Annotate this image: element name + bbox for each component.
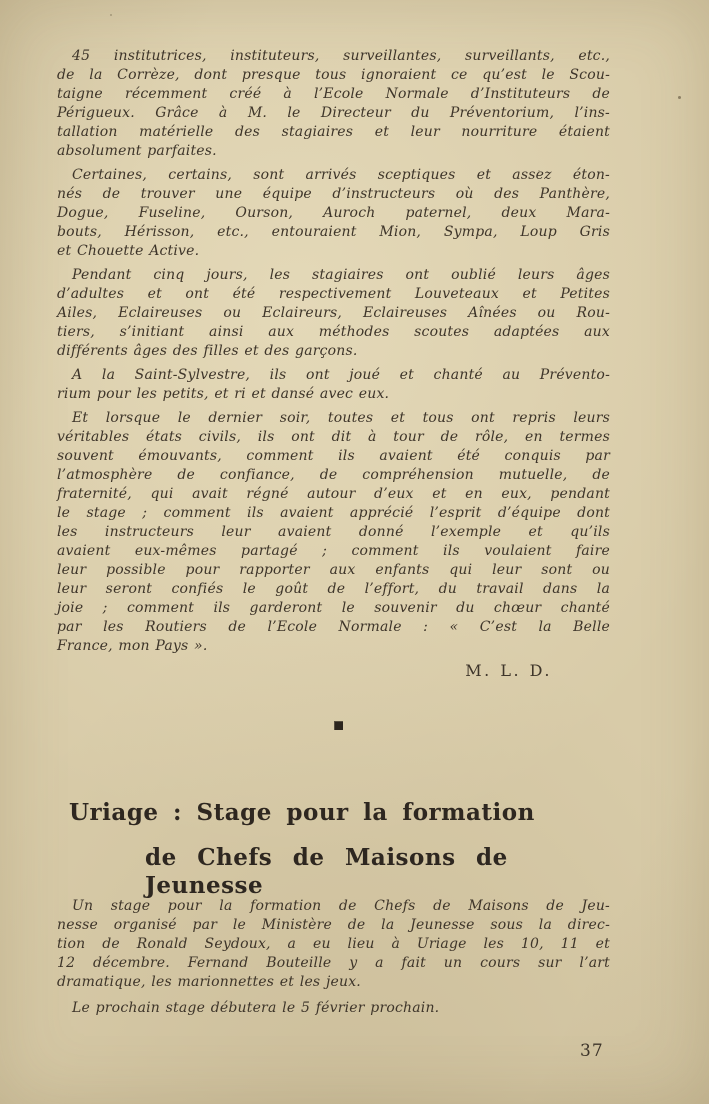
text-line: absolument parfaites. [57, 143, 217, 159]
text-line: d’adultes et ont été respectivement Louveteaux et Petites [57, 286, 610, 302]
text-line: joie ; comment ils garderont le souvenir du chœur chanté [57, 600, 610, 616]
heading-line-1: Uriage : Stage pour la formation [69, 799, 535, 826]
text-line: tion de Ronald Seydoux, a eu lieu à Uriage les 10, 11 et [57, 936, 610, 952]
text-line: bouts, Hérisson, etc., entouraient Mion, Sympa, Loup Gris [57, 224, 610, 240]
text-line: Pendant cinq jours, les stagiaires ont oublié leurs âges [72, 267, 610, 283]
text-line: France, mon Pays ». [57, 638, 208, 654]
section-divider-square-icon [334, 721, 343, 730]
paper-speck [110, 14, 112, 16]
article-body-column [57, 47, 610, 680]
paragraph [57, 266, 610, 361]
text-line: A la Saint-Sylvestre, ils ont joué et chanté au Prévento- [72, 367, 610, 383]
text-line: taigne récemment créé à l’Ecole Normale d’Instituteurs de [57, 86, 610, 102]
paper-speck [678, 96, 681, 99]
text-line: Et lorsque le dernier soir, toutes et tous ont repris leurs [72, 410, 610, 426]
page-number: 37 [580, 1041, 604, 1061]
text-line: tallation matérielle des stagiaires et leur nourriture étaient [57, 124, 610, 140]
text-line: et Chouette Active. [57, 243, 200, 259]
text-line: 45 institutrices, instituteurs, surveillantes, surveillants, etc., [72, 48, 610, 64]
paragraph [57, 897, 610, 992]
article-heading [69, 799, 639, 900]
text-line: le stage ; comment ils avaient apprécié l’esprit d’équipe dont [57, 505, 610, 521]
paragraph [57, 166, 610, 261]
text-line: souvent émouvants, comment ils avaient été conquis par [57, 448, 610, 464]
text-line: fraternité, qui avait régné autour d’eux et en eux, pendant [57, 486, 610, 502]
text-line: de la Corrèze, dont presque tous ignoraient ce qu’est le Scou- [57, 67, 610, 83]
text-line: nesse organisé par le Ministère de la Jeunesse sous la direc- [57, 917, 610, 933]
text-line: l’atmosphère de confiance, de compréhension mutuelle, de [57, 467, 610, 483]
text-line: par les Routiers de l’Ecole Normale : « C’est la Belle [57, 619, 610, 635]
paragraph [57, 409, 610, 656]
paragraph [57, 47, 610, 161]
text-line: rium pour les petits, et ri et dansé avec eux. [57, 386, 390, 402]
heading-line-2: de Chefs de Maisons de Jeunesse [145, 844, 508, 899]
text-line: avaient eux-mêmes partagé ; comment ils voulaient faire [57, 543, 610, 559]
text-line: véritables états civils, ils ont dit à tour de rôle, en termes [57, 429, 610, 445]
text-line: tiers, s’initiant ainsi aux méthodes scoutes adaptées aux [57, 324, 610, 340]
article-body-column [57, 897, 610, 1025]
text-line: différents âges des filles et des garçons. [57, 343, 358, 359]
text-line: nés de trouver une équipe d’instructeurs où des Panthère, [57, 186, 610, 202]
text-line: Dogue, Fuseline, Ourson, Auroch paternel, deux Mara- [57, 205, 610, 221]
text-line: Le prochain stage débutera le 5 février prochain. [72, 1000, 440, 1016]
paper-speck [538, 170, 540, 172]
text-line: Certaines, certains, sont arrivés sceptiques et assez éton- [72, 167, 610, 183]
author-initials: M. L. D. [465, 661, 552, 680]
text-line: leur seront confiés le goût de l’effort, du travail dans la [57, 581, 610, 597]
text-line: Ailes, Eclaireuses ou Eclaireurs, Eclaireuses Aînées ou Rou- [57, 305, 610, 321]
text-line: Périgueux. Grâce à M. le Directeur du Préventorium, l’ins- [57, 105, 610, 121]
text-line: leur possible pour rapporter aux enfants qui leur sont ou [57, 562, 610, 578]
paragraph [57, 999, 610, 1018]
text-line: les instructeurs leur avaient donné l’exemple et qu’ils [57, 524, 610, 540]
text-line: dramatique, les marionnettes et les jeux. [57, 974, 361, 990]
text-line: Un stage pour la formation de Chefs de Maisons de Jeu- [72, 898, 610, 914]
text-line: 12 décembre. Fernand Bouteille y a fait un cours sur l’art [57, 955, 610, 971]
paragraph [57, 366, 610, 404]
